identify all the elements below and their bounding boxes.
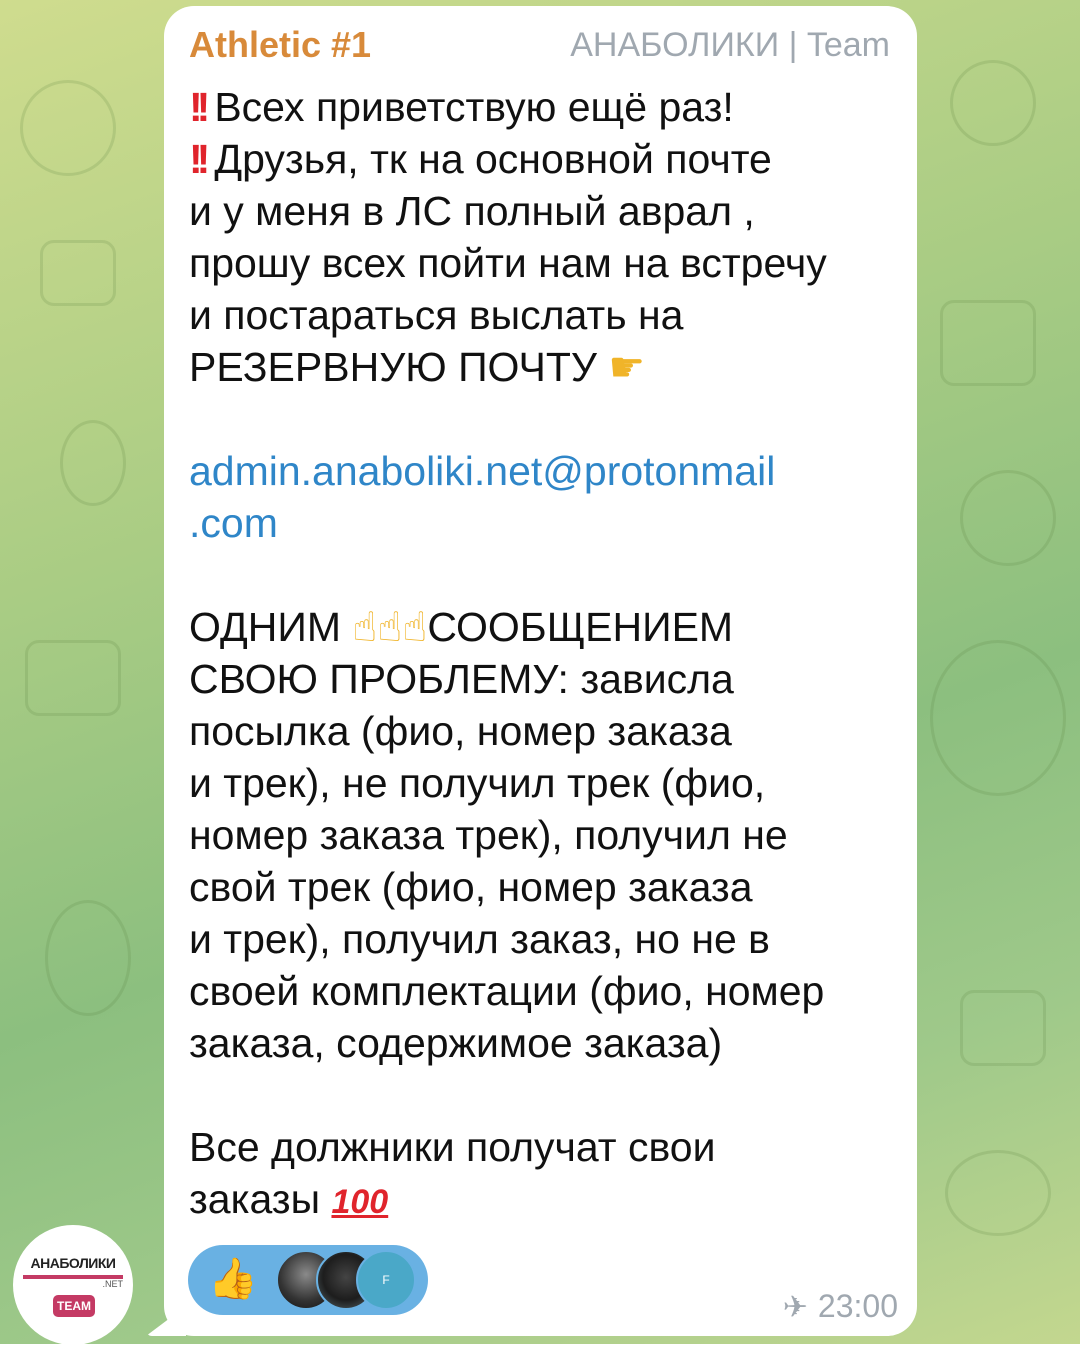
message-time: 23:00 [817,1288,898,1324]
message-line: и трек), получил заказ, но не в [189,916,770,962]
double-exclamation-icon: !! [189,136,205,182]
message-line: и у меня в ЛС полный аврал , [189,188,755,234]
message-line: !! Всех приветствую ещё раз! [189,84,734,130]
background-doodle [20,80,116,176]
message-text [189,81,899,1228]
background-doodle [950,60,1036,146]
background-doodle [960,470,1056,566]
background-doodle [25,640,121,716]
background-doodle [945,1150,1051,1236]
channel-avatar-title: АНАБОЛИКИ [30,1255,116,1271]
background-doodle [45,900,131,1016]
message-meta [783,1288,898,1325]
background-doodle [940,300,1036,386]
channel-signature: АНАБОЛИКИ | Team [570,26,890,64]
message-line: прошу всех пойти нам на встречу [189,240,827,286]
message-line: и постараться выслать на [189,292,684,338]
message-line: заказы 100 [189,1176,389,1222]
index-pointing-up-icon: ☝ [377,603,403,651]
pointing-right-icon: ☛ [608,343,646,391]
thumbs-up-icon: 👍 [208,1256,258,1302]
email-link[interactable] [189,497,899,549]
message-line: и трек), не получил трек (фио, [189,760,766,806]
email-link[interactable] [189,445,899,497]
message-line: ОДНИМ ☝☝☝СООБЩЕНИЕМ [189,603,734,651]
background-doodle [40,240,116,306]
channel-avatar-badge: TEAM [53,1295,95,1317]
email-link-part[interactable]: admin.anaboliki.net@protonmail [189,448,776,494]
message-line: Все должники получат свои [189,1124,716,1170]
index-pointing-up-icon: ☝ [402,603,428,651]
channel-avatar[interactable] [13,1225,133,1345]
channel-avatar-subtitle: .NET [23,1275,123,1293]
message-line: !! Друзья, тк на основной почте [189,136,772,182]
message-line: своей комплектации (фио, номер [189,968,825,1014]
message-line: СВОЮ ПРОБЛЕМУ: зависла [189,656,734,702]
reaction-chip[interactable] [188,1245,428,1315]
email-link-part[interactable]: .com [189,500,278,546]
message-line: РЕЗЕРВНУЮ ПОЧТУ ☛ [189,343,646,391]
background-doodle [60,420,126,506]
hundred-points-icon: 100 [331,1183,389,1221]
reactor-avatar: F [356,1250,416,1310]
index-pointing-up-icon: ☝ [352,603,378,651]
pin-icon: ✈ [782,1291,808,1324]
background-doodle [930,640,1066,796]
message-line: номер заказа трек), получил не [189,812,788,858]
double-exclamation-icon: !! [189,84,205,130]
message-line: посылка (фио, номер заказа [189,708,732,754]
message-line: заказа, содержимое заказа) [189,1020,723,1066]
sender-name[interactable]: Athletic #1 [189,24,372,65]
background-doodle [960,990,1046,1066]
message-line: свой трек (фио, номер заказа [189,864,753,910]
